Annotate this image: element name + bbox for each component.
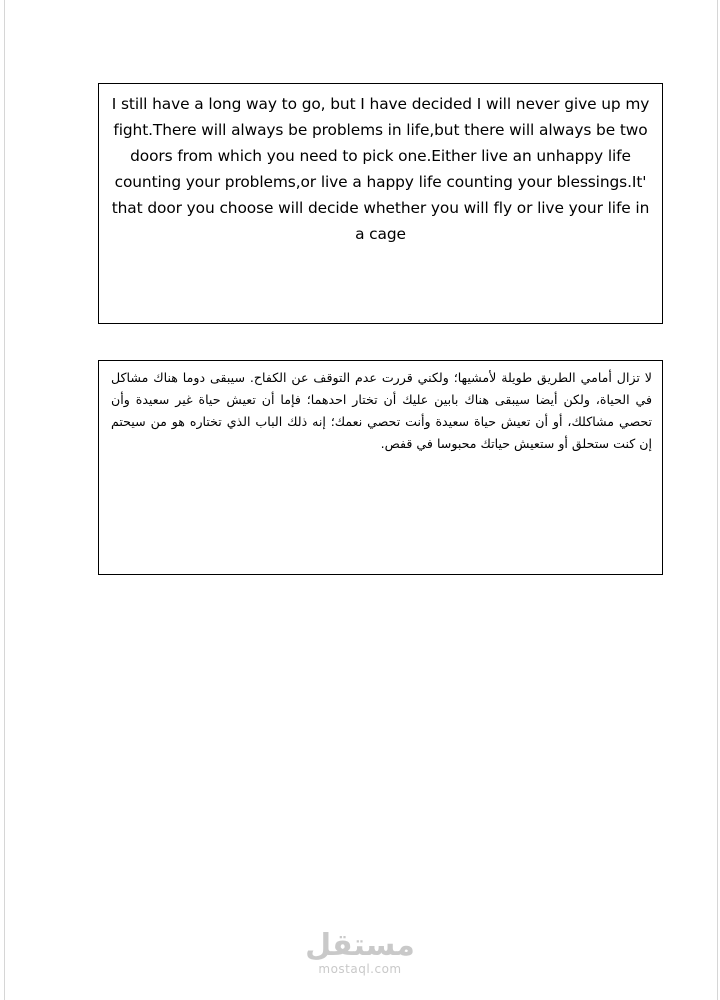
mostaql-watermark [0,930,720,976]
watermark-url: mostaql.com [318,962,402,976]
english-paragraph: I still have a long way to go, but I have decided I will never give up my fight.There will always be problems in life,but there will always be two doors from which you need to pick one.Either live an unhappy life counting your problems,or live a happy life counting your blessings.It' that door you choose will decide whether you will fly or live your life in a cage [111,95,650,243]
arabic-paragraph: لا تزال أمامي الطريق طويلة لأمشيها؛ ولكني قررت عدم التوقف عن الكفاح. سيبقى دوما هناك مشاكل في الحياة، ولكن أيضا سيبقى هناك بابين عليك أن تختار احدهما؛ فإما أن تعيش حياة غير سعيدة وأن تحصي مشاكلك، أو أن تعيش حياة سعيدة وأنت تحصي نعمك؛ إنه ذلك الباب الذي تختاره هو من سيحتم إن كنت ستحلق أو ستعيش حياتك محبوسا في قفص. [111,370,652,451]
document-page [4,0,718,1000]
english-text-box [98,83,663,324]
arabic-text-box [98,360,663,575]
watermark-logo: مستقل [305,928,415,963]
